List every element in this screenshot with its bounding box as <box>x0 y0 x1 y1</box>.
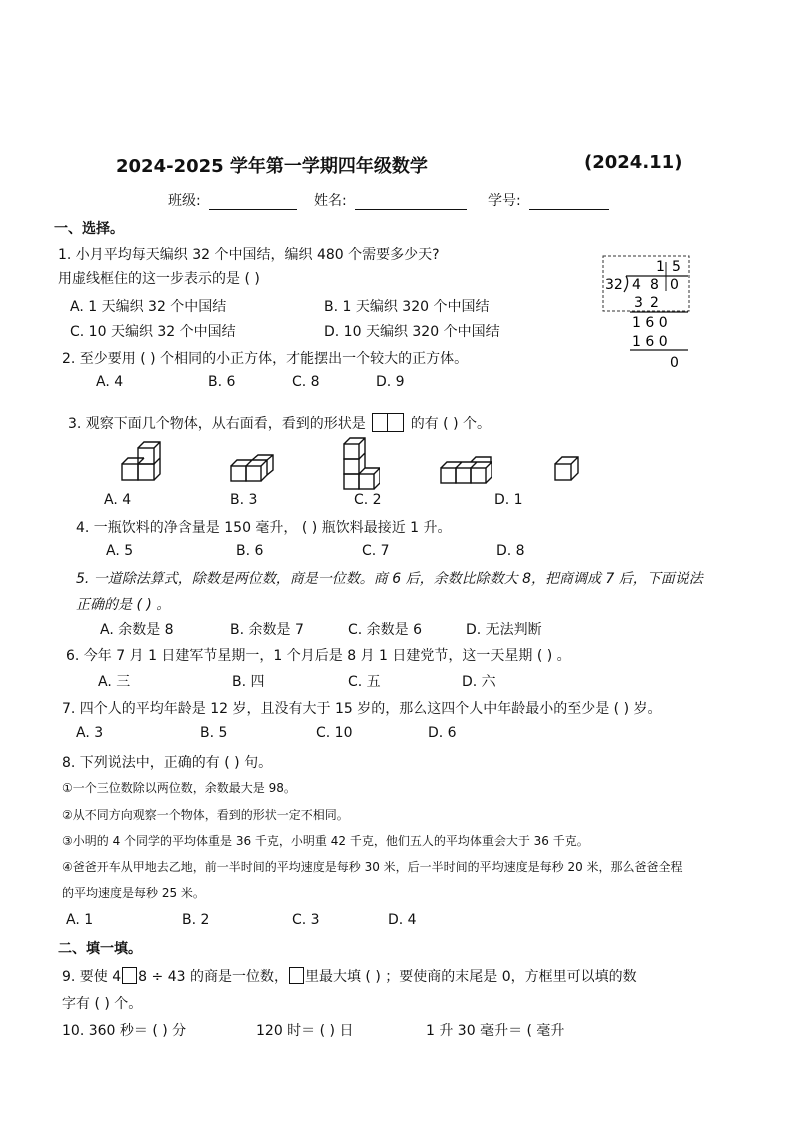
q8-option-a[interactable]: A. 1 <box>66 912 94 928</box>
class-blank[interactable] <box>209 195 297 210</box>
q1-line1: 1. 小月平均每天编织 32 个中国结，编织 480 个需要多少天? <box>58 247 440 263</box>
q2-option-c[interactable]: C. 8 <box>292 374 320 390</box>
name-label: 姓名: <box>314 193 347 209</box>
division-bracket <box>624 276 628 292</box>
q10-part-b: 120 时＝ ( ) 日 <box>256 1023 354 1039</box>
q10-part-a: 10. 360 秒＝ ( ) 分 <box>62 1023 187 1039</box>
q8-statement-4-line1: ④爸爸开车从甲地去乙地，前一半时间的平均速度是每秒 30 米，后一半时间的平均速度是每秒 20 米，那么爸爸全程 <box>62 860 683 874</box>
q10-part-c: 1 升 30 毫升＝ ( 毫升 <box>426 1023 565 1039</box>
q6-text: 6. 今年 7 月 1 日建军节星期一，1 个月后是 8 月 1 日建党节，这一天星期 ( ) 。 <box>66 648 571 664</box>
quotient-digit-1: 1 <box>656 259 665 275</box>
divisor: 32 <box>605 277 623 293</box>
blank-square-icon <box>289 967 304 984</box>
q8-statement-3: ③小明的 4 个同学的平均体重是 36 千克，小明重 42 千克，他们五人的平均体重会大于 36 千克。 <box>62 834 589 848</box>
step1-digit-1: 3 <box>634 295 643 311</box>
q7-option-a[interactable]: A. 3 <box>76 725 104 741</box>
q2-option-d[interactable]: D. 9 <box>376 374 405 390</box>
q1-option-d[interactable]: D. 10 天编织 320 个中国结 <box>324 324 500 340</box>
cube-figure-b-icon <box>228 452 276 492</box>
q5-option-b[interactable]: B. 余数是 7 <box>230 622 304 638</box>
q4-option-c[interactable]: C. 7 <box>362 543 390 559</box>
q5-line1: 5. 一道除法算式，除数是两位数，商是一位数。商 6 后，余数比除数大 8，把商调成 7 后，下面说法 <box>76 571 703 587</box>
dividend-digit-3: 0 <box>670 277 679 293</box>
q7-option-b[interactable]: B. 5 <box>200 725 228 741</box>
step2: 1 6 0 <box>632 315 668 331</box>
q9-part3: 里最大填 ( ) ；要使商的末尾是 0，方框里可以填的数 <box>304 969 637 985</box>
q3-option-b[interactable]: B. 3 <box>230 492 258 508</box>
id-blank[interactable] <box>529 195 609 210</box>
q7-option-d[interactable]: D. 6 <box>428 725 457 741</box>
q5-line2: 正确的是 ( ) 。 <box>76 597 171 613</box>
exam-title: 2024-2025 学年第一学期四年级数学 <box>116 156 428 177</box>
q8-text: 8. 下列说法中，正确的有 ( ) 句。 <box>62 755 273 771</box>
q9-part2: 8 ÷ 43 的商是一位数， <box>138 969 288 985</box>
step1-digit-2: 2 <box>650 295 659 311</box>
q8-option-d[interactable]: D. 4 <box>388 912 417 928</box>
q6-option-c[interactable]: C. 五 <box>348 674 381 690</box>
remainder: 0 <box>670 355 679 371</box>
id-field <box>488 190 609 210</box>
q4-option-d[interactable]: D. 8 <box>496 543 525 559</box>
two-square-shape-icon <box>372 413 404 432</box>
q3-text <box>68 413 491 433</box>
q6-option-b[interactable]: B. 四 <box>232 674 265 690</box>
long-division <box>600 252 700 374</box>
dividend-digit-1: 4 <box>632 277 641 293</box>
q3-text-before: 3. 观察下面几个物体，从右面看，看到的形状是 <box>68 416 366 432</box>
class-label: 班级: <box>168 193 201 209</box>
name-blank[interactable] <box>355 195 467 210</box>
q2-option-a[interactable]: A. 4 <box>96 374 124 390</box>
q1-option-c[interactable]: C. 10 天编织 32 个中国结 <box>70 324 236 340</box>
id-label: 学号: <box>488 193 521 209</box>
q8-statement-1: ①一个三位数除以两位数，余数最大是 98。 <box>62 781 296 795</box>
step3: 1 6 0 <box>632 334 668 350</box>
q8-option-c[interactable]: C. 3 <box>292 912 320 928</box>
q1-option-b[interactable]: B. 1 天编织 320 个中国结 <box>324 299 490 315</box>
cube-figure-a-icon <box>118 440 168 490</box>
dividend-digit-2: 8 <box>650 277 659 293</box>
q7-text: 7. 四个人的平均年龄是 12 岁，且没有大于 15 岁的，那么这四个人中年龄最小的至少是 ( ) 岁。 <box>62 701 662 717</box>
q3-option-c[interactable]: C. 2 <box>354 492 382 508</box>
q4-option-b[interactable]: B. 6 <box>236 543 264 559</box>
section-fill-title: 二、填一填。 <box>58 941 142 957</box>
q5-option-d[interactable]: D. 无法判断 <box>466 622 542 638</box>
name-field <box>314 190 467 210</box>
section-choice-title: 一、选择。 <box>54 221 124 237</box>
q8-option-b[interactable]: B. 2 <box>182 912 210 928</box>
q8-statement-4-line2: 的平均速度是每秒 25 米。 <box>62 886 205 900</box>
q2-text: 2. 至少要用 ( ) 个相同的小正方体，才能摆出一个较大的正方体。 <box>62 351 469 367</box>
q3-text-after: 的有 ( ) 个。 <box>410 416 491 432</box>
quotient-digit-2: 5 <box>672 259 681 275</box>
q7-option-c[interactable]: C. 10 <box>316 725 353 741</box>
q3-option-a[interactable]: A. 4 <box>104 492 132 508</box>
class-field <box>168 190 297 210</box>
q2-option-b[interactable]: B. 6 <box>208 374 236 390</box>
q5-option-c[interactable]: C. 余数是 6 <box>348 622 423 638</box>
q6-option-d[interactable]: D. 六 <box>462 674 496 690</box>
cube-figure-e-icon <box>552 454 584 490</box>
exam-date: (2024.11) <box>584 152 683 173</box>
q9-line2: 字有 ( ) 个。 <box>62 996 143 1012</box>
cube-figure-d-icon <box>438 454 492 490</box>
cube-figure-c-icon <box>340 436 380 492</box>
q9-line1 <box>62 966 637 986</box>
q5-option-a[interactable]: A. 余数是 8 <box>100 622 174 638</box>
q1-line2: 用虚线框住的这一步表示的是 ( ) <box>58 271 260 287</box>
q4-option-a[interactable]: A. 5 <box>106 543 134 559</box>
blank-square-icon <box>122 967 137 984</box>
q1-option-a[interactable]: A. 1 天编织 32 个中国结 <box>70 299 227 315</box>
q4-text: 4. 一瓶饮料的净含量是 150 毫升， ( ) 瓶饮料最接近 1 升。 <box>76 520 452 536</box>
q3-option-d[interactable]: D. 1 <box>494 492 523 508</box>
q9-part1: 9. 要使 4 <box>62 969 122 985</box>
q6-option-a[interactable]: A. 三 <box>98 674 131 690</box>
q8-statement-2: ②从不同方向观察一个物体，看到的形状一定不相同。 <box>62 808 349 822</box>
